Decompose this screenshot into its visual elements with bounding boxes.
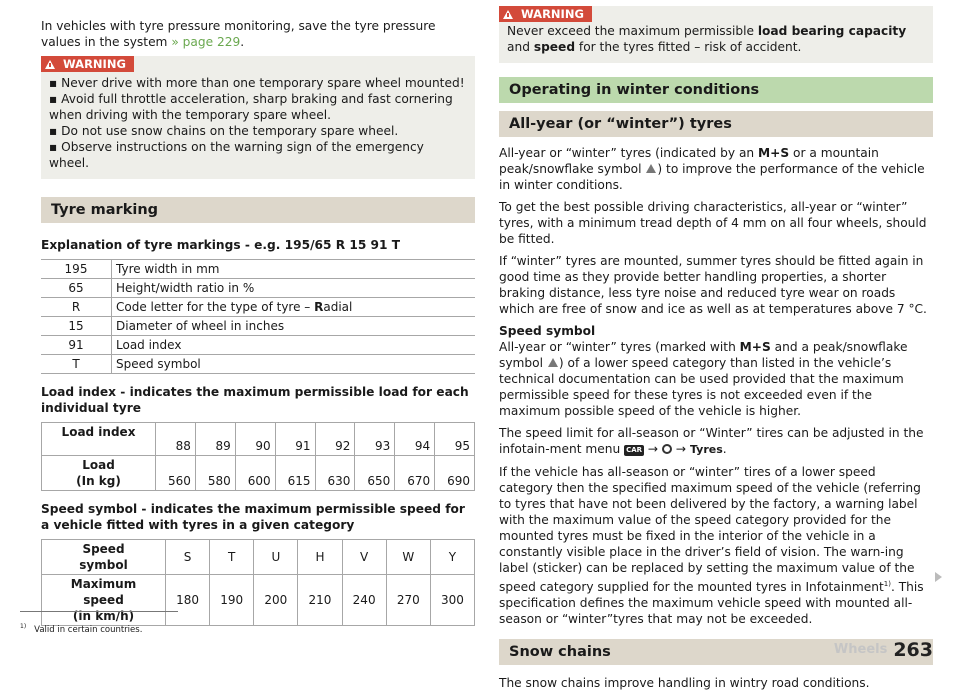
header-line: (In kg) bbox=[76, 473, 121, 488]
text: All-year or “winter” tyres (indicated by an bbox=[499, 145, 759, 160]
warning-header bbox=[499, 6, 592, 22]
header-line: Speed bbox=[82, 541, 125, 556]
arrow: → bbox=[647, 441, 659, 456]
page-footer bbox=[833, 639, 933, 661]
chapter-label: Wheels bbox=[833, 642, 888, 657]
intro-paragraph bbox=[41, 18, 475, 50]
bold-text: M+S bbox=[758, 145, 790, 160]
table-cell: 580 bbox=[195, 455, 235, 490]
warning-text bbox=[507, 23, 925, 55]
settings-icon[interactable] bbox=[662, 444, 672, 454]
header-line: (in km/h) bbox=[72, 608, 135, 623]
warning-icon bbox=[503, 10, 513, 19]
table-cell: 300 bbox=[430, 574, 474, 625]
table-cell-desc: Speed symbol bbox=[112, 354, 476, 373]
table-cell-code: 15 bbox=[41, 316, 112, 335]
section-title-tyre-marking: Tyre marking bbox=[41, 197, 475, 223]
table-cell: 95 bbox=[435, 422, 475, 455]
table-cell: 240 bbox=[342, 574, 386, 625]
paragraph: If “winter” tyres are mounted, summer tyres should be fitted again in good time as they provide better handling properties, a shorter braking distance, less tyre noise and reduced tyre wear on roads which are free of snow and ice as well as at temperatures above 7 °C. bbox=[499, 253, 927, 316]
car-menu-key-icon[interactable]: CAR bbox=[626, 445, 643, 454]
intro-text: In vehicles with tyre pressure monitoring, save the tyre pressure values in the system bbox=[41, 19, 436, 49]
paragraph: To get the best possible driving characteristics, all-year or “winter” tyres, with a minimum tread depth of 4 mm on all four wheels, should be fitted. bbox=[499, 199, 927, 246]
header-line: symbol bbox=[79, 557, 128, 572]
paragraph: The snow chains improve handling in wintry road conditions. bbox=[499, 675, 870, 690]
bold-text: M+S bbox=[739, 339, 771, 354]
footnote bbox=[20, 619, 142, 638]
warning-list bbox=[49, 75, 467, 171]
text: ) to improve the performance of the vehicle in winter conditions. bbox=[499, 161, 925, 192]
desc-text: Code letter for the type of tyre – bbox=[116, 299, 315, 314]
header-line: Maximum bbox=[70, 576, 137, 591]
footnote-divider bbox=[20, 611, 178, 612]
table-row bbox=[42, 539, 475, 574]
table-cell: 200 bbox=[254, 574, 298, 625]
text: The speed limit for all-season or “Winter” tires can be adjusted in the infotain-ment menu bbox=[499, 425, 924, 456]
table-cell-code: 91 bbox=[41, 335, 112, 354]
row-header bbox=[42, 539, 166, 574]
subheading: Speed symbol bbox=[499, 323, 596, 338]
table-row bbox=[42, 422, 475, 455]
table-cell: 91 bbox=[275, 422, 315, 455]
section-title-winter: Operating in winter conditions bbox=[499, 77, 933, 103]
mountain-snowflake-icon bbox=[645, 163, 657, 174]
table-cell-desc bbox=[112, 297, 476, 316]
table-row bbox=[41, 278, 475, 297]
table-row bbox=[41, 335, 475, 354]
table-row bbox=[41, 259, 475, 278]
table-row bbox=[41, 354, 475, 373]
text: . This specification defines the maximum vehicle speed with mounted all-season or “winter”tyres that may not be exceeded. bbox=[499, 579, 924, 626]
text: All-year or “winter” tyres (marked with bbox=[499, 339, 740, 354]
warning-title: WARNING bbox=[521, 7, 584, 21]
table-cell: 180 bbox=[166, 574, 210, 625]
table-cell-desc: Load index bbox=[112, 335, 476, 354]
table-cell-code: T bbox=[41, 354, 112, 373]
table-cell-code: 65 bbox=[41, 278, 112, 297]
table-cell: 94 bbox=[395, 422, 435, 455]
warning-item: ▪ Observe instructions on the warning sign of the emergency wheel. bbox=[49, 139, 467, 171]
table-row bbox=[41, 316, 475, 335]
arrow: → bbox=[675, 441, 687, 456]
table-cell: T bbox=[210, 539, 254, 574]
warning-box-right bbox=[499, 6, 933, 63]
left-column bbox=[41, 18, 475, 636]
table-cell: 90 bbox=[235, 422, 275, 455]
warning-bold: speed bbox=[533, 39, 576, 54]
paragraph bbox=[499, 464, 933, 627]
paragraph bbox=[499, 145, 933, 193]
warning-title: WARNING bbox=[63, 57, 126, 71]
table-cell: 92 bbox=[315, 422, 355, 455]
desc-bold: R bbox=[314, 299, 324, 314]
warning-text-part: and bbox=[507, 39, 534, 54]
page-link[interactable]: » page 229 bbox=[171, 35, 241, 49]
load-index-table bbox=[41, 422, 475, 491]
table-cell: 88 bbox=[156, 422, 196, 455]
warning-bold: load bearing capacity bbox=[757, 23, 907, 38]
load-heading: Load index - indicates the maximum permissible load for each individual tyre bbox=[41, 384, 469, 415]
table-cell: 670 bbox=[395, 455, 435, 490]
text: If the vehicle has all-season or “winter” tires of a lower speed category then the specified maximum speed of the vehicle (referring to tyres that have not been delivered by the factory, a warning label with the maximum value of the speed category provided for the mounted tyres must be fixed in the interior of the vehicle in a constantly visible place in the driver’s field of vision. The warn-ing label (sticker) can be replaced by setting the maximum value of the speed category supplied for the mounted tyres in Infotainment bbox=[499, 464, 921, 594]
table-cell: 270 bbox=[386, 574, 430, 625]
table-cell-code: 195 bbox=[41, 259, 112, 278]
speed-heading: Speed symbol - indicates the maximum permissible speed for a vehicle fitted with tyres in a given category bbox=[41, 501, 465, 532]
warning-header bbox=[41, 56, 134, 72]
table-cell: V bbox=[342, 539, 386, 574]
table-cell: Y bbox=[430, 539, 474, 574]
table-cell: 650 bbox=[355, 455, 395, 490]
footnote-text: Valid in certain countries. bbox=[34, 624, 143, 635]
page-number: 263 bbox=[893, 639, 933, 661]
table-cell: 190 bbox=[210, 574, 254, 625]
row-header: Load index bbox=[42, 422, 156, 455]
warning-text-part: Never exceed the maximum permissible bbox=[507, 23, 758, 38]
warning-box-left bbox=[41, 56, 475, 179]
table-cell: 690 bbox=[435, 455, 475, 490]
table-row bbox=[42, 455, 475, 490]
header-line: Load bbox=[82, 457, 115, 472]
row-header bbox=[42, 455, 156, 490]
table-cell: 615 bbox=[275, 455, 315, 490]
continue-arrow-icon bbox=[935, 572, 942, 582]
warning-item: ▪ Do not use snow chains on the temporary spare wheel. bbox=[49, 123, 467, 139]
warning-item: ▪ Avoid full throttle acceleration, sharp braking and fast cornering when driving with the temporary spare wheel. bbox=[49, 91, 467, 123]
speed-symbol-table bbox=[41, 539, 475, 626]
table-cell: S bbox=[166, 539, 210, 574]
section-title-all-year-tyres: All-year (or “winter”) tyres bbox=[499, 111, 933, 137]
header-line: speed bbox=[83, 592, 124, 607]
mountain-snowflake-icon bbox=[547, 357, 559, 368]
text: ) of a lower speed category than listed in the vehicle’s technical documentation can be used provided that the maximum permissible speed for these tyres is not exceeded even if the maximum possible speed of the vehicle is higher. bbox=[499, 355, 904, 418]
intro-end: . bbox=[240, 35, 245, 49]
table-cell-code: R bbox=[41, 297, 112, 316]
warning-icon bbox=[45, 60, 55, 69]
right-column bbox=[499, 6, 933, 697]
table-cell: W bbox=[386, 539, 430, 574]
footnote-mark: 1) bbox=[20, 623, 27, 630]
table-row bbox=[41, 297, 475, 316]
row-header bbox=[42, 574, 166, 625]
text: . bbox=[722, 441, 727, 456]
text: and a peak/snowflake symbol bbox=[499, 339, 908, 370]
table-row bbox=[42, 574, 475, 625]
menu-item-tyres[interactable]: Tyres bbox=[689, 442, 723, 456]
warning-text-part: for the tyres fitted – risk of accident. bbox=[575, 39, 802, 54]
warning-item: ▪ Never drive with more than one temporary spare wheel mounted! bbox=[49, 75, 467, 91]
table-cell: U bbox=[254, 539, 298, 574]
table-cell: 89 bbox=[195, 422, 235, 455]
table-cell: H bbox=[298, 539, 342, 574]
table-cell: 93 bbox=[355, 422, 395, 455]
section-title-snow-chains: Snow chains bbox=[499, 639, 933, 665]
table-cell: 560 bbox=[156, 455, 196, 490]
tyre-marking-table bbox=[41, 259, 475, 374]
table-cell: 630 bbox=[315, 455, 355, 490]
text: or a mountain peak/snowflake symbol bbox=[499, 145, 879, 176]
table-cell: 210 bbox=[298, 574, 342, 625]
footnote-ref[interactable]: 1) bbox=[883, 579, 891, 588]
marking-heading: Explanation of tyre markings - e.g. 195/65 R 15 91 T bbox=[41, 237, 401, 252]
table-cell-desc: Diameter of wheel in inches bbox=[112, 316, 476, 335]
table-cell: 600 bbox=[235, 455, 275, 490]
paragraph bbox=[499, 425, 933, 458]
table-cell-desc: Height/width ratio in % bbox=[112, 278, 476, 297]
desc-text: adial bbox=[323, 299, 353, 314]
paragraph bbox=[499, 323, 933, 419]
table-cell-desc: Tyre width in mm bbox=[112, 259, 476, 278]
